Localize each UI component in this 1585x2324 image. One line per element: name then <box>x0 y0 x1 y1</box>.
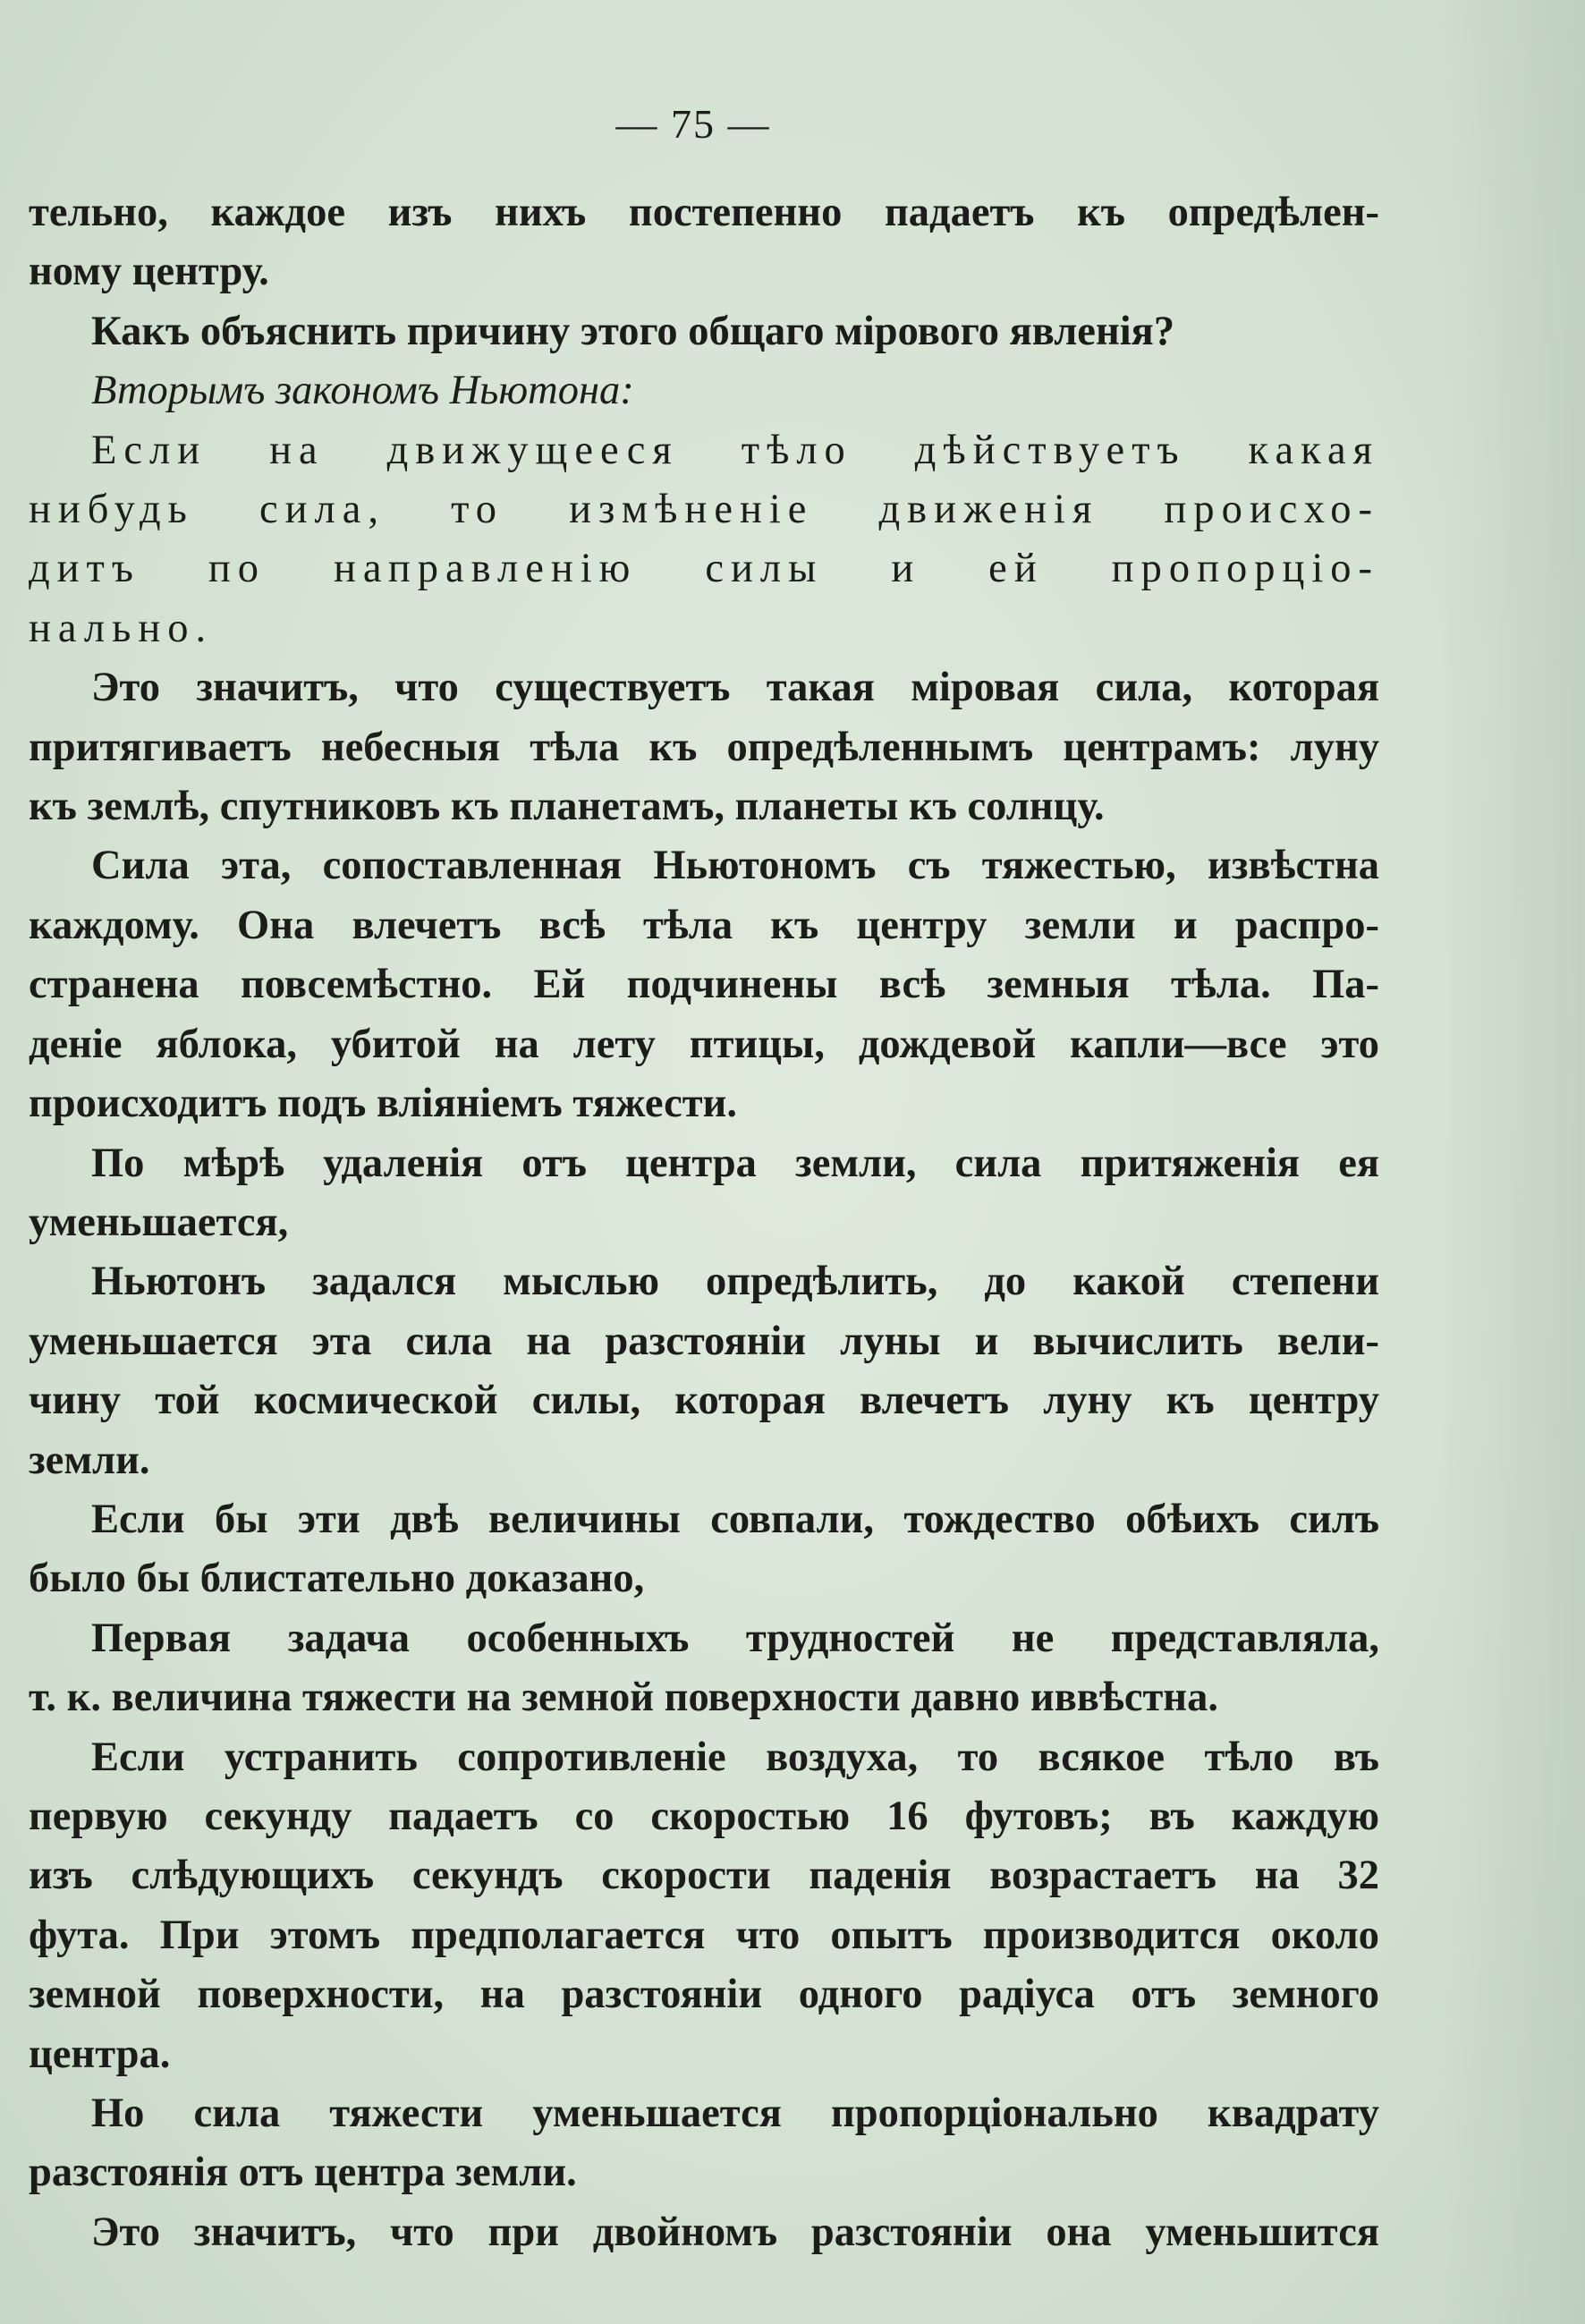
text-line: Если бы эти двѣ величины совпали, тождество обѣихъ силъ <box>91 1496 1379 1542</box>
text-line: Вторымъ закономъ Ньютона: <box>91 368 634 414</box>
text-line: Если устранить сопротивленіе воздуха, то всякое тѣло въ <box>91 1734 1379 1780</box>
text-line: Если на движущееся тѣло дѣйствуетъ какая <box>91 427 1379 473</box>
text-line: Но сила тяжести уменьшается пропорціонально квадрату <box>91 2091 1379 2136</box>
text-line: изъ слѣдующихъ секундъ скорости паденія возрастаетъ на 32 <box>29 1853 1379 1899</box>
text-line: Ньютонъ задался мыслью опредѣлить, до какой степени <box>91 1259 1379 1305</box>
text-line: каждому. Она влечетъ всѣ тѣла къ центру земли и распро- <box>29 902 1379 948</box>
text-line: нально. <box>29 605 214 651</box>
text-line: Какъ объяснить причину этого общаго мірового явленія? <box>91 308 1175 354</box>
text-line: Это значитъ, что при двойномъ разстояніи она уменьшится <box>91 2209 1379 2255</box>
text-line: уменьшается эта сила на разстояніи луны и вычислить вели- <box>29 1318 1379 1364</box>
text-line: происходитъ подъ вліяніемъ тяжести. <box>29 1081 737 1127</box>
text-line: первую секунду падаетъ со скоростью 16 футовъ; въ каждую <box>29 1793 1379 1839</box>
text-line: къ землѣ, спутниковъ къ планетамъ, планеты къ солнцу. <box>29 784 1105 830</box>
text-line: ному центру. <box>29 249 269 295</box>
text-line: фута. При этомъ предполагается что опытъ производится около <box>29 1912 1379 1958</box>
text-line: чину той космической силы, которая влечетъ луну къ центру <box>29 1378 1379 1424</box>
text-line: уменьшается, <box>29 1199 289 1245</box>
text-line: т. к. величина тяжести на земной поверхности давно иввѣстна. <box>29 1675 1218 1721</box>
text-line: земной поверхности, на разстояніи одного радіуса отъ земного <box>29 1972 1379 2018</box>
text-line: Первая задача особенныхъ трудностей не представляла, <box>91 1615 1379 1661</box>
text-line: Сила эта, сопоставленная Ньютономъ съ тяжестью, извѣстна <box>91 843 1379 889</box>
text-line: Это значитъ, что существуетъ такая міровая сила, которая <box>91 665 1379 711</box>
text-line: разстоянія отъ центра земли. <box>29 2150 577 2196</box>
text-line: нибудь сила, то измѣненіе движенія происхо- <box>29 487 1379 533</box>
text-line: было бы блистательно доказано, <box>29 1556 645 1602</box>
text-line: деніе яблока, убитой на лету птицы, дождевой капли—все это <box>29 1021 1379 1067</box>
text-line: По мѣрѣ удаленія отъ центра земли, сила притяженія ея <box>91 1140 1379 1186</box>
body-text <box>29 183 1379 2262</box>
text-line: земли. <box>29 1437 150 1483</box>
page-number: — 75 — <box>615 101 771 147</box>
text-line: тельно, каждое изъ нихъ постепенно падаетъ къ опредѣлен- <box>29 190 1379 235</box>
text-line: притягиваетъ небесныя тѣла къ опредѣленнымъ центрамъ: луну <box>29 724 1379 770</box>
text-line: странена повсемѣстно. Ей подчинены всѣ земныя тѣла. Па- <box>29 962 1379 1008</box>
text-line: центра. <box>29 2031 171 2077</box>
page-edge-shadow <box>1442 0 1585 2324</box>
text-line: дитъ по направленію силы и ей пропорціо- <box>29 546 1379 592</box>
